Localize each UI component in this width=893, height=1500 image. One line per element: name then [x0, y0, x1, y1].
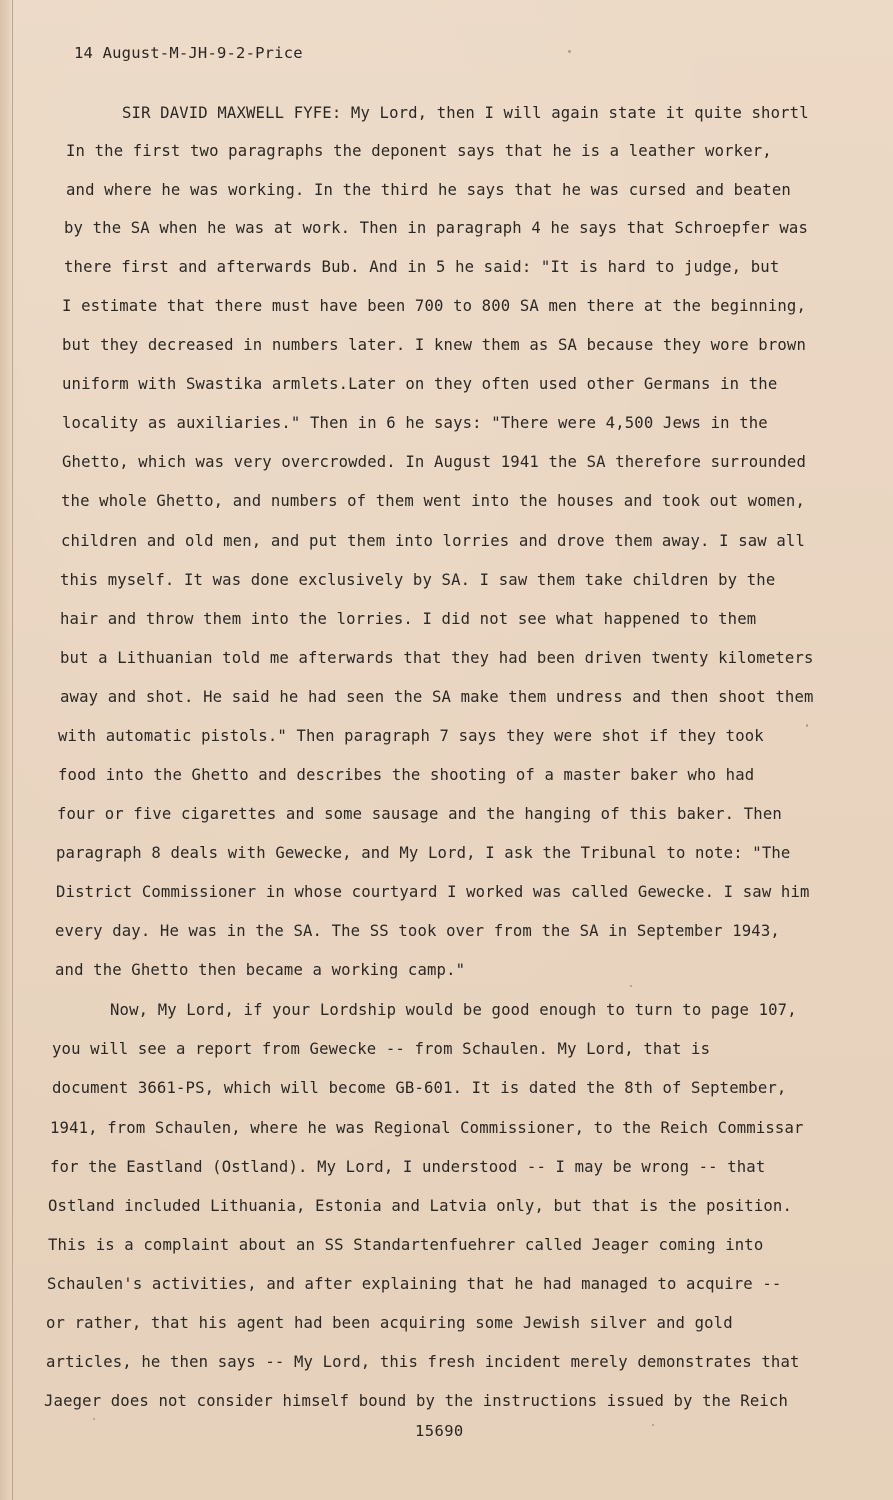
text-line: articles, he then says -- My Lord, this fresh incident merely demonstrates that	[46, 1353, 800, 1371]
text-line: paragraph 8 deals with Gewecke, and My Lord, I ask the Tribunal to note: "The	[56, 844, 791, 862]
text-line: Now, My Lord, if your Lordship would be good enough to turn to page 107,	[110, 1001, 797, 1019]
text-line: every day. He was in the SA. The SS took over from the SA in September 1943,	[55, 922, 780, 940]
text-line: but a Lithuanian told me afterwards that they had been driven twenty kilometers	[60, 649, 814, 667]
text-line: this myself. It was done exclusively by SA. I saw them take children by the	[60, 571, 776, 589]
text-line: locality as auxiliaries." Then in 6 he says: "There were 4,500 Jews in the	[62, 414, 768, 432]
text-line: In the first two paragraphs the deponent says that he is a leather worker,	[66, 142, 772, 160]
text-line: 1941, from Schaulen, where he was Regional Commissioner, to the Reich Commissar	[50, 1119, 804, 1137]
text-line: but they decreased in numbers later. I knew them as SA because they wore brown	[62, 336, 806, 354]
text-line: with automatic pistols." Then paragraph 7 says they were shot if they took	[58, 727, 764, 745]
paper-speck	[806, 724, 808, 727]
text-line: uniform with Swastika armlets.Later on they often used other Germans in the	[62, 375, 778, 393]
text-line: Schaulen's activities, and after explaining that he had managed to acquire --	[47, 1275, 782, 1293]
paper-speck	[652, 1424, 654, 1426]
text-line: by the SA when he was at work. Then in paragraph 4 he says that Schroepfer was	[64, 219, 808, 237]
text-line: there first and afterwards Bub. And in 5 he said: "It is hard to judge, but	[64, 258, 780, 276]
text-line: or rather, that his agent had been acquiring some Jewish silver and gold	[46, 1314, 733, 1332]
text-line: document 3661-PS, which will become GB-601. It is dated the 8th of September,	[52, 1079, 787, 1097]
text-line: for the Eastland (Ostland). My Lord, I understood -- I may be wrong -- that	[50, 1158, 766, 1176]
paper-speck	[93, 1418, 95, 1420]
text-line: Ghetto, which was very overcrowded. In August 1941 the SA therefore surrounded	[62, 453, 806, 471]
paper-speck	[630, 985, 632, 987]
text-line: and where he was working. In the third he says that he was cursed and beaten	[66, 181, 791, 199]
text-line: you will see a report from Gewecke -- from Schaulen. My Lord, that is	[52, 1040, 711, 1058]
text-line: and the Ghetto then became a working camp."	[55, 961, 466, 979]
text-line: Ostland included Lithuania, Estonia and Latvia only, but that is the position.	[48, 1197, 792, 1215]
text-line: the whole Ghetto, and numbers of them went into the houses and took out women,	[61, 492, 805, 510]
text-line: This is a complaint about an SS Standartenfuehrer called Jeager coming into	[48, 1236, 764, 1254]
text-line: children and old men, and put them into lorries and drove them away. I saw all	[61, 532, 805, 550]
text-line: District Commissioner in whose courtyard I worked was called Gewecke. I saw him	[56, 883, 810, 901]
text-line: Jaeger does not consider himself bound by the instructions issued by the Reich	[44, 1392, 788, 1410]
text-line: away and shot. He said he had seen the SA make them undress and then shoot them	[60, 688, 814, 706]
text-line: SIR DAVID MAXWELL FYFE: My Lord, then I will again state it quite shortl	[122, 104, 809, 122]
paper-speck	[568, 50, 571, 53]
text-line: I estimate that there must have been 700 to 800 SA men there at the beginning,	[62, 297, 806, 315]
text-line: four or five cigarettes and some sausage and the hanging of this baker. Then	[57, 805, 782, 823]
text-line: food into the Ghetto and describes the shooting of a master baker who had	[58, 766, 755, 784]
page-header: 14 August-M-JH-9-2-Price	[74, 44, 303, 62]
page-number: 15690	[415, 1422, 464, 1440]
text-line: hair and throw them into the lorries. I did not see what happened to them	[60, 610, 757, 628]
